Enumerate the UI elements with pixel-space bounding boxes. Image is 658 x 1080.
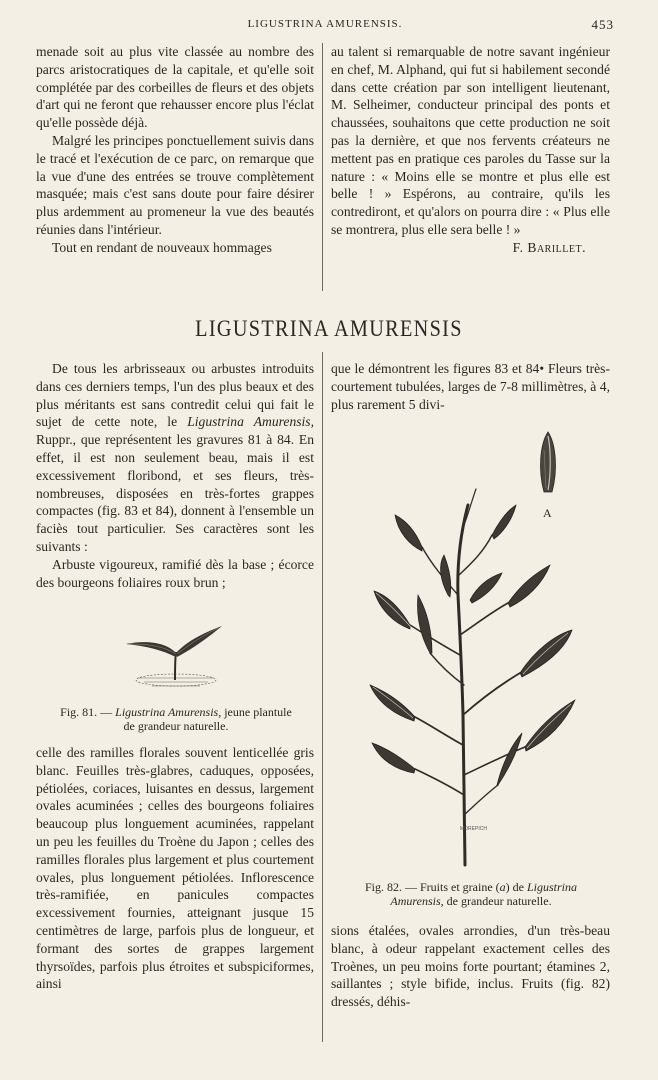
article-right-column xyxy=(331,360,610,413)
column-divider-article xyxy=(322,352,323,1042)
paragraph: au talent si remarquable de notre savant ingénieur en chef, M. Alphand, qui fut si habilement secondé dans cette création par son intelligent lieutenant, M. Selheimer, conducteur principal des ponts et chaussées, souhaitons que cette production ne soit pas la dernière, et que nos fervents créateurs ne mettent pas en pratique ces paroles du Tasse sur la nature : « Moins elle se montre et plus elle est belle ! » Espérons, au contraire, qu'ils les contrediront, et qu'alors on pourra dire : « Plus elle se montrera, plus elle sera belle ! » xyxy=(331,44,610,237)
paragraph: Malgré les principes ponctuellement suivis dans le tracé et l'exécution de ce parc, on remarque que la vue d'une des entrées se trouve complètement masquée; mais c'est sans doute pour faire désirer plus ardemment au promeneur la vue des beautés réunies dans l'intérieur. xyxy=(36,132,314,237)
column-divider-top xyxy=(322,43,323,291)
paragraph: celle des ramilles florales souvent lenticellée gris blanc. Feuilles très-glabres, caduques, opposées, pétiolées, coriaces, luisantes en dessus, largement ovales acuminées ; celles des bourgeons foliaires beaucoup plus longuement acuminées, rappelant un peu les feuilles du Troène du Japon ; celles des ramilles florales plus largement et plus courtement ovales, plus longuement pétiolées. Inflorescence très-ramifiée, en panicules compactes excessivement fournies, atteignant jusque 15 centimètres de large, parfois plus de longueur, et formant des sortes de grappes largement thyrsoïdes, parfois plus étroites et subspiciformes, ainsi xyxy=(36,745,314,992)
article-title: LIGUSTRINA AMURENSIS xyxy=(195,316,463,341)
paragraph: De tous les arbrisseaux ou arbustes introduits dans ces derniers temps, l'un des plus beaux et des plus méritants est sans contredit celui qui fait le sujet de cette note, le Ligustrina Amurensis, Ruppr., que représentent les gravures 81 à 84. En effet, il est non seulement beau, mais il est excessivement floribond, et ses fleurs, très-nombreuses, disposées en très-fortes grappes compactes (fig. 83 et 84), donnent à l'ensemble un faciès tout particulier. Ses caractères sont les suivants : xyxy=(36,361,314,554)
article-right-column-continued xyxy=(331,922,610,1011)
paragraph: sions étalées, ovales arrondies, d'un très-beau blanc, à odeur rappelant exactement celles des Troènes, un peu moins forte pourtant; étamines 2, saillantes ; style bifide, inclus. Fruits (fig. 82) dressés, déhis- xyxy=(331,923,610,1010)
page-number: 453 xyxy=(591,17,614,32)
paragraph: Tout en rendant de nouveaux hommages xyxy=(52,239,272,255)
article-left-column-continued xyxy=(36,744,314,993)
paragraph: menade soit au plus vite classée au nombre des parcs aristocratiques de la capitale, et qu'elle soit complétée par des corbeilles de fleurs et des objets d'art qui ne feront que rehausser encore plus l'éclat qu'elle possède déjà. xyxy=(36,44,314,131)
figure-label-a: A xyxy=(543,506,552,520)
engraver-signature: MOREPICH xyxy=(460,826,487,832)
article-left-column xyxy=(36,360,314,591)
top-left-column xyxy=(36,43,314,257)
species-name: Ligustrina Amurensis, xyxy=(187,414,314,430)
top-right-column xyxy=(331,43,610,257)
figure-82-caption: Fig. 82. — Fruits et graine (a) de Ligustrina Amurensis, de grandeur naturelle. xyxy=(365,880,577,908)
paragraph: Arbuste vigoureux, ramifié dès la base ; écorce des bourgeons foliaires roux brun ; xyxy=(36,556,314,590)
paragraph: que le démontrent les figures 83 et 84• Fleurs très-courtement tubulées, larges de 7-8 millimètres, à 4, plus rarement 5 divi- xyxy=(331,361,610,412)
figure-81-caption: Fig. 81. — Ligustrina Amurensis, jeune plantule de grandeur naturelle. xyxy=(60,705,292,733)
running-title: LIGUSTRINA AMURENSIS. xyxy=(247,18,403,30)
page-header xyxy=(36,18,614,34)
author-signature: F. Barillet. xyxy=(512,239,586,255)
fruiting-branch-illustration xyxy=(360,485,585,870)
seedling-illustration xyxy=(118,620,228,695)
